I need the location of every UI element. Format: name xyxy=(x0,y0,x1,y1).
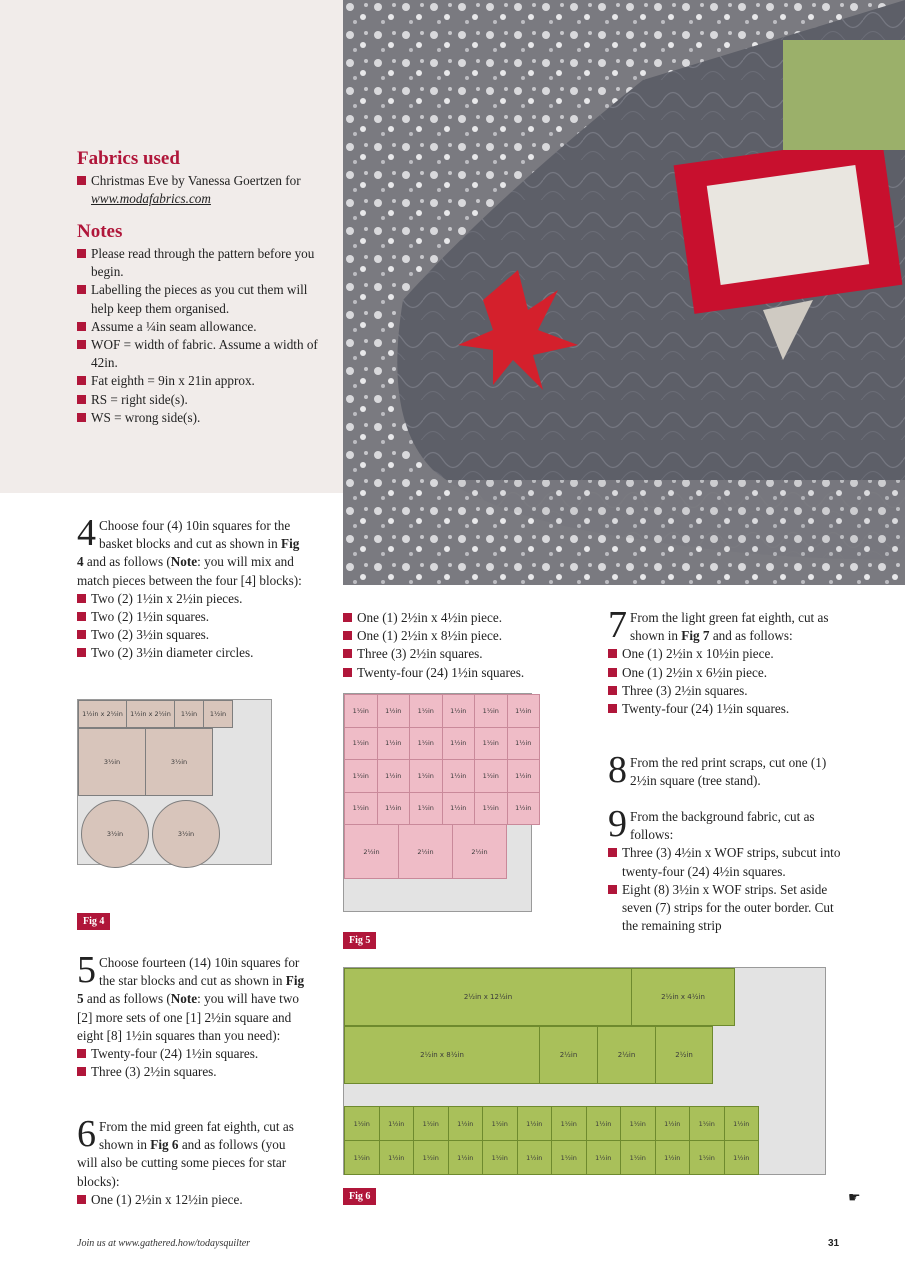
note-item: WOF = width of fabric. Assume a width of 42in. xyxy=(77,336,327,372)
fabrics-heading: Fabrics used xyxy=(77,148,180,169)
fig4-diagram xyxy=(77,699,272,865)
step-8-text: From the red print scraps, cut one (1) 2½in square (tree stand). xyxy=(630,755,827,789)
cut-item: One (1) 2½in x 4½in piece. xyxy=(343,609,583,627)
fig5-small-square: 1½in xyxy=(474,792,508,826)
fig6-small-square: 1½in xyxy=(689,1140,725,1175)
step-5-text: Choose fourteen (14) 10in squares for the star blocks and cut as shown in Fig 5 and as follows (Note: you will have two [2] more sets of one [1] 2½in square and eight [8] 1½in squares than you need): xyxy=(77,955,305,1043)
fig6-small-square: 1½in xyxy=(413,1106,449,1141)
step-5 xyxy=(77,949,309,1081)
cut-item: Twenty-four (24) 1½in squares. xyxy=(343,664,583,682)
fig5-small-square: 1½in xyxy=(409,694,443,728)
step-8 xyxy=(608,749,844,791)
fig4-square: 3½in xyxy=(78,728,146,796)
step-4-text: Choose four (4) 10in squares for the basket blocks and cut as shown in Fig 4 and as follows (Note: you will mix and match pieces between the four [4] blocks): xyxy=(77,518,302,588)
fig6-small-square: 1½in xyxy=(344,1106,380,1141)
cut-item: One (1) 2½in x 10½in piece. xyxy=(608,645,844,663)
fig6-label: Fig 6 xyxy=(343,1188,376,1205)
cut-item: One (1) 2½in x 6½in piece. xyxy=(608,664,844,682)
step-number: 8 xyxy=(608,749,627,791)
fig4-square: 3½in xyxy=(145,728,213,796)
step-9-text: From the background fabric, cut as follows: xyxy=(630,809,815,843)
fig6-small-square: 1½in xyxy=(724,1106,760,1141)
fig5-small-square: 1½in xyxy=(344,759,378,793)
cut-item: Three (3) 2½in squares. xyxy=(343,645,583,663)
note-item: RS = right side(s). xyxy=(77,391,327,409)
fig6-small-square: 1½in xyxy=(655,1106,691,1141)
fig6-small-square: 1½in xyxy=(689,1106,725,1141)
fig6-piece: 2½in xyxy=(655,1026,713,1084)
fig6-small-square: 1½in xyxy=(344,1140,380,1175)
note-item: Assume a ¼in seam allowance. xyxy=(77,318,327,336)
fig5-small-square: 1½in xyxy=(377,727,411,761)
fig5-small-square: 1½in xyxy=(442,759,476,793)
step-7 xyxy=(608,604,844,718)
fabrics-item: Christmas Eve by Vanessa Goertzen for www.modafabrics.com xyxy=(77,172,327,208)
fig5-small-square: 1½in xyxy=(474,694,508,728)
fig6-piece: 2½in x 8½in xyxy=(344,1026,540,1084)
fig4-piece: 1½in xyxy=(174,700,204,728)
fig6-small-square: 1½in xyxy=(551,1140,587,1175)
fig4-piece: 1½in xyxy=(203,700,233,728)
fig5-small-square: 1½in xyxy=(442,727,476,761)
notes-heading: Notes xyxy=(77,221,123,242)
fig5-large-square: 2½in xyxy=(344,824,399,879)
pointing-hand-icon: ☛ xyxy=(848,1191,861,1206)
fig6-small-square: 1½in xyxy=(620,1106,656,1141)
step-number: 9 xyxy=(608,803,627,845)
fig6-piece: 2½in x 4½in xyxy=(631,968,735,1026)
fig6-small-square: 1½in xyxy=(655,1140,691,1175)
note-item: Please read through the pattern before you begin. xyxy=(77,245,327,281)
notes-section xyxy=(77,221,327,427)
step-6-continued xyxy=(343,609,583,682)
fig6-small-square: 1½in xyxy=(448,1140,484,1175)
fig6-small-square: 1½in xyxy=(448,1106,484,1141)
fig5-label: Fig 5 xyxy=(343,932,376,949)
fig6-small-square: 1½in xyxy=(620,1140,656,1175)
fig6-small-square: 1½in xyxy=(724,1140,760,1175)
fig6-piece: 2½in xyxy=(597,1026,656,1084)
fig6-piece: 2½in x 12½in xyxy=(344,968,632,1026)
fig6-small-square: 1½in xyxy=(379,1140,415,1175)
step-4 xyxy=(77,512,309,663)
fig5-small-square: 1½in xyxy=(474,727,508,761)
cut-item: One (1) 2½in x 12½in piece. xyxy=(77,1191,309,1209)
fig5-small-square: 1½in xyxy=(442,792,476,826)
fig5-small-square: 1½in xyxy=(377,694,411,728)
cut-item: Two (2) 1½in x 2½in pieces. xyxy=(77,590,309,608)
cut-item: Three (3) 2½in squares. xyxy=(608,682,844,700)
fig6-small-square: 1½in xyxy=(586,1106,622,1141)
cut-item: Eight (8) 3½in x WOF strips. Set aside seven (7) strips for the outer border. Cut the remaining strip xyxy=(608,881,844,936)
fig5-small-square: 1½in xyxy=(474,759,508,793)
fig6-small-square: 1½in xyxy=(517,1106,553,1141)
fig6-small-square: 1½in xyxy=(517,1140,553,1175)
fig6-small-square: 1½in xyxy=(413,1140,449,1175)
cut-item: Two (2) 1½in squares. xyxy=(77,608,309,626)
fig4-circle: 3½in xyxy=(81,800,149,868)
cut-item: One (1) 2½in x 8½in piece. xyxy=(343,627,583,645)
fig5-small-square: 1½in xyxy=(409,727,443,761)
fig5-small-square: 1½in xyxy=(344,792,378,826)
cut-item: Twenty-four (24) 1½in squares. xyxy=(77,1045,309,1063)
fig5-small-square: 1½in xyxy=(377,792,411,826)
fig5-small-square: 1½in xyxy=(377,759,411,793)
fig5-diagram xyxy=(343,693,532,912)
cut-item: Two (2) 3½in diameter circles. xyxy=(77,644,309,662)
cut-item: Three (3) 2½in squares. xyxy=(77,1063,309,1081)
fig6-small-square: 1½in xyxy=(482,1106,518,1141)
fig5-small-square: 1½in xyxy=(507,792,541,826)
fig5-small-square: 1½in xyxy=(344,694,378,728)
fig5-small-square: 1½in xyxy=(507,727,541,761)
fig4-piece: 1½in x 2½in xyxy=(78,700,127,728)
cut-item: Twenty-four (24) 1½in squares. xyxy=(608,700,844,718)
fig6-small-square: 1½in xyxy=(586,1140,622,1175)
fig5-small-square: 1½in xyxy=(442,694,476,728)
modafabrics-link[interactable]: www.modafabrics.com xyxy=(91,191,211,207)
step-6-text: From the mid green fat eighth, cut as shown in Fig 6 and as follows (you will also be cutting some pieces for star blocks): xyxy=(77,1119,294,1189)
fig6-small-square: 1½in xyxy=(379,1106,415,1141)
fig5-small-square: 1½in xyxy=(507,759,541,793)
page-number: 31 xyxy=(828,1238,840,1249)
note-item: WS = wrong side(s). xyxy=(77,409,327,427)
fig6-piece: 2½in xyxy=(539,1026,598,1084)
fig6-small-square: 1½in xyxy=(551,1106,587,1141)
step-number: 7 xyxy=(608,604,627,646)
fig5-small-square: 1½in xyxy=(344,727,378,761)
step-9 xyxy=(608,803,844,935)
step-6 xyxy=(77,1113,309,1209)
note-item: Labelling the pieces as you cut them will help keep them organised. xyxy=(77,281,327,317)
quilt-photo-art xyxy=(343,0,905,585)
cut-item: Two (2) 3½in squares. xyxy=(77,626,309,644)
note-item: Fat eighth = 9in x 21in approx. xyxy=(77,372,327,390)
fig6-diagram xyxy=(343,967,826,1175)
step-number: 6 xyxy=(77,1113,96,1155)
step-7-text: From the light green fat eighth, cut as shown in Fig 7 and as follows: xyxy=(630,610,829,644)
cut-item: Three (3) 4½in x WOF strips, subcut into twenty-four (24) 4½in squares. xyxy=(608,844,844,880)
fig4-label: Fig 4 xyxy=(77,913,110,930)
step-number: 5 xyxy=(77,949,96,991)
fig5-small-square: 1½in xyxy=(507,694,541,728)
fig6-small-square: 1½in xyxy=(482,1140,518,1175)
quilt-photo xyxy=(343,0,905,585)
fig4-circle: 3½in xyxy=(152,800,220,868)
fig5-large-square: 2½in xyxy=(398,824,453,879)
fig5-large-square: 2½in xyxy=(452,824,507,879)
step-number: 4 xyxy=(77,512,96,554)
footer-text: Join us at www.gathered.how/todaysquilter xyxy=(77,1238,251,1249)
fig4-piece: 1½in x 2½in xyxy=(126,700,175,728)
fabrics-section xyxy=(77,148,327,208)
fig5-small-square: 1½in xyxy=(409,759,443,793)
fig5-small-square: 1½in xyxy=(409,792,443,826)
